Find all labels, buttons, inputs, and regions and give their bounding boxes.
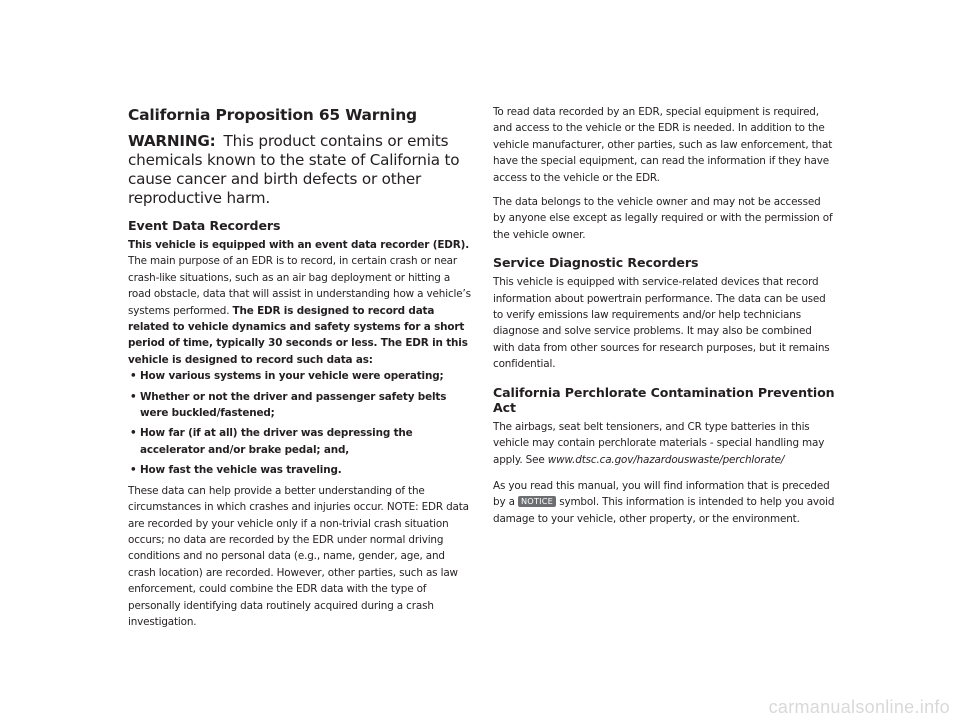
- perchlorate-text: The airbags, seat belt tensioners, and CR type batteries in this vehicle may contain perchlorate materials - special handling may apply. See: [493, 420, 825, 466]
- list-item: • How fast the vehicle was traveling.: [128, 462, 474, 478]
- notice-pre-text: As you read this manual, you will find information that is preceded by a: [493, 479, 830, 509]
- edr-body: [128, 253, 474, 368]
- notice-post-text: symbol. This information is intended to help you avoid damage to your vehicle, other property, or the environment.: [493, 496, 835, 525]
- left-column: [128, 106, 474, 630]
- edr-read-paragraph: To read data recorded by an EDR, special equipment is required, and access to the vehicle or the EDR is needed. In addition to the vehicle manufacturer, other parties, such as law enforcement, that have the special equipment, can read the information if they have access to the vehicle or the EDR.: [493, 106, 833, 184]
- prop65-title: California Proposition 65 Warning: [128, 106, 417, 124]
- perchlorate-url: www.dtsc.ca.gov/hazardouswaste/perchlorate/: [547, 453, 785, 466]
- edr-closing: These data can help provide a better understanding of the circumstances in which crashes and injuries occur. NOTE: EDR data are recorded by your vehicle only if a non-trivial crash situation occurs; no data are recorded by the EDR under normal driving conditions and no personal data (e.g., name, gender, age, and crash location) are recorded. However, other parties, such as law enforcement, could combine the EDR data with the type of personally identifying data routinely acquired during a crash investigation.: [128, 484, 469, 628]
- edr-owner-paragraph: The data belongs to the vehicle owner and may not be accessed by anyone else except as legally required or with the permission of the vehicle owner.: [493, 196, 833, 241]
- right-column: [493, 104, 835, 527]
- perchlorate-heading: California Perchlorate Contamination Prevention Act: [493, 384, 835, 415]
- watermark: carmanualsonline.info: [768, 697, 950, 717]
- warning-label: WARNING:: [128, 132, 216, 150]
- notice-badge-icon: NOTICE: [518, 496, 556, 507]
- prop65-warning: [128, 132, 474, 208]
- notice-paragraph: [493, 478, 835, 527]
- list-item: • How far (if at all) the driver was depressing the accelerator and/or brake pedal; and,: [128, 425, 474, 458]
- list-item: • Whether or not the driver and passenger safety belts were buckled/fastened;: [128, 389, 474, 422]
- edr-heading: Event Data Recorders: [128, 218, 281, 233]
- edr-bold-text: The EDR is designed to record data related to vehicle dynamics and safety systems for a short period of time, typically 30 seconds or less. The EDR in this vehicle is designed to record such data as:: [128, 304, 468, 366]
- warning-text: This product contains or emits chemicals known to the state of California to cause cancer and birth defects or other reproductive harm.: [128, 132, 460, 207]
- list-item: • How various systems in your vehicle were operating;: [128, 368, 474, 384]
- sdr-heading: Service Diagnostic Recorders: [493, 255, 699, 271]
- edr-data-list: [128, 368, 474, 478]
- edr-lead: This vehicle is equipped with an event data recorder (EDR).: [128, 239, 470, 251]
- edr-body-text: The main purpose of an EDR is to record, in certain crash or near crash-like situations, such as an air bag deployment or hitting a road obstacle, data that will assist in understanding how a vehicle’s systems performed.: [128, 255, 471, 317]
- sdr-paragraph: This vehicle is equipped with service-related devices that record information about powertrain performance. The data can be used to verify emissions law requirements and/or help technicians diagnose and solve service problems. It may also be combined with data from other sources for research purposes, but it remains confidential.: [493, 276, 830, 371]
- perchlorate-paragraph: [493, 419, 835, 468]
